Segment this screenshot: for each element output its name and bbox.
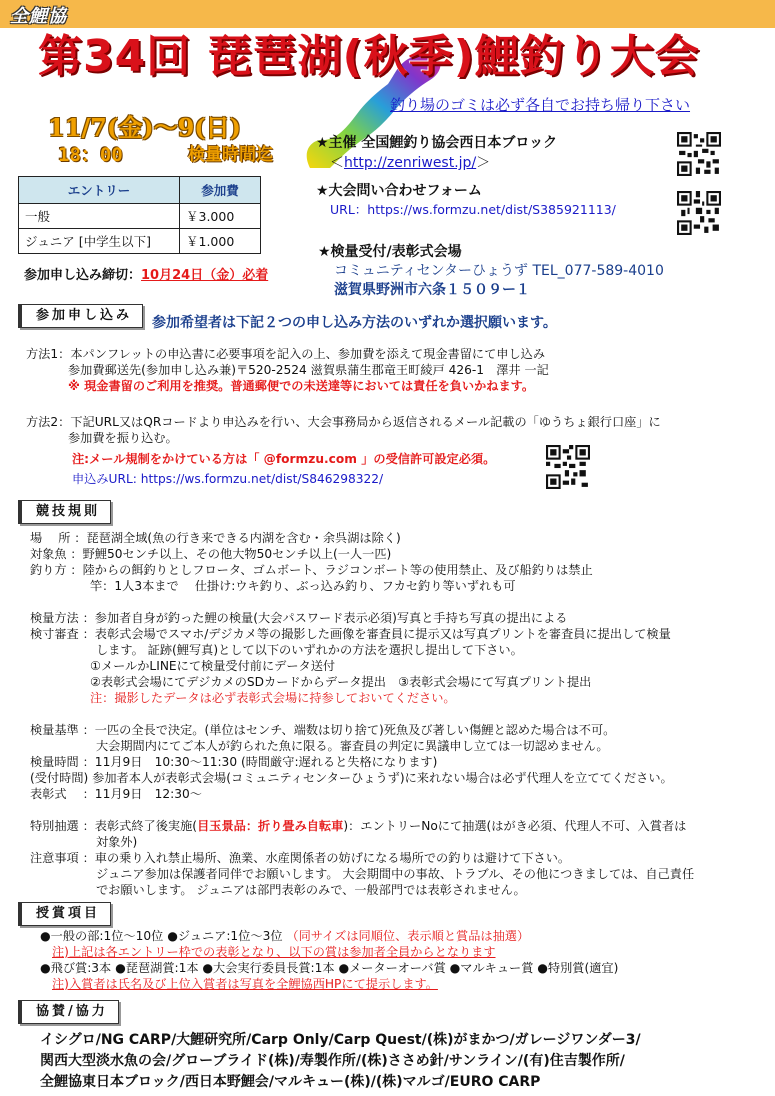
section-awards: 授賞項目	[18, 902, 111, 926]
rule-option-2: ②表彰式会場にてデジカメのSDカードからデータ提出 ③表彰式会場にて写真プリント提出	[90, 675, 592, 689]
host-url-link[interactable]: http://zenriwest.jp/	[344, 155, 477, 171]
event-title: 第34回 琵琶湖(秋季)鯉釣り大会	[38, 31, 700, 82]
method1-line1: 方法1：本パンフレットの申込書に必要事項を記入の上、参加費を添えて現金書留にて申し込み	[26, 347, 546, 361]
fee-table	[18, 176, 261, 254]
rule-inspection-2: します。 証跡(鯉写真)として以下のいずれかの方法を選択し提出して下さい。	[96, 643, 523, 657]
host-url-open: ＜	[330, 155, 344, 171]
rule-lottery-b: )：エントリーNoにて抽選(はがき必須、代理人不可、入賞者は	[343, 819, 687, 833]
section-sponsors: 協賛/協力	[18, 1000, 119, 1024]
rule-rods: 竿：1人3本まで 仕掛け:ウキ釣り、ぶっ込み釣り、フカセ釣り等いずれも可	[90, 579, 516, 593]
rule-standard: 検量基準 ：一匹の全長で決定。(単位はセンチ、端数は切り捨て)死魚及び著しい傷鯉と認めた場合は不可。	[30, 723, 616, 737]
form-url[interactable]: URL：https://ws.formzu.net/dist/S385921113/	[330, 202, 616, 217]
deadline-label: 参加申し込み締切：	[24, 268, 142, 283]
rule-caution: 注意事項 ：車の乗り入れ禁止場所、漁業、水産関係者の妨げになる場所での釣りは避けて下さい。	[30, 851, 571, 865]
rule-place: 場 所 ：琵琶湖全域(魚の行き来できる内湖を含む・余呉湖は除く)	[30, 531, 401, 545]
awards-ranks: ●一般の部:1位〜10位 ●ジュニア:1位〜3位	[40, 929, 283, 943]
fee-price-general: ￥3.000	[180, 204, 261, 229]
host-label: ★主催 全国鯉釣り協会西日本ブロック	[316, 135, 558, 151]
rule-caution-3: でお願いします。 ジュニアは部門表彰のみで、一般部門では表彰されません。	[96, 883, 526, 897]
awards-line4: 注)入賞者は氏名及び上位入賞者は写真を全鯉協西HPにて提示します。	[52, 977, 438, 991]
fee-price-junior: ￥1.000	[180, 229, 261, 254]
weigh-until: 検量時間迄	[188, 145, 273, 165]
venue-line2: 滋賀県野洲市六条１５０９ー１	[334, 282, 530, 298]
qr-code-icon[interactable]	[677, 191, 721, 235]
rule-caution-2: ジュニア参加は保護者同伴でお願いします。 大会期間中の事故、トラブル、その他につきましては、自己責任	[96, 867, 695, 881]
rule-lottery-prize: 目玉景品：折り畳み自転車	[197, 819, 344, 833]
trash-notice: 釣り場のゴミは必ず各自でお持ち帰り下さい	[390, 96, 691, 114]
rule-lottery-a: 特別抽選 ：表彰式終了後実施(	[30, 819, 198, 833]
method1-line3: ※ 現金書留のご利用を推奨。普通郵便での未送達等においては責任を負いかねます。	[68, 379, 535, 393]
fee-header-entry: エントリー	[19, 177, 180, 204]
rule-option-1: ①メールかLINEにて検量受付前にデータ送付	[90, 659, 336, 673]
form-label: ★大会問い合わせフォーム	[316, 183, 482, 199]
section-apply: 参加申し込み	[18, 304, 143, 328]
sponsor-line: 関西大型淡水魚の会/グローブライド(株)/寿製作所/(株)ささめ針/サンライン/(有)住吉製作所/	[40, 1053, 625, 1069]
rule-target: 対象魚 ：野鯉50センチ以上、その他大物50センチ以上(一人一匹)	[30, 547, 392, 561]
rule-method: 釣り方 ：陸からの餌釣りとしフロータ、ゴムボート、ラジコンボート等の使用禁止、及び船釣りは禁止	[30, 563, 593, 577]
awards-ranks-note: （同サイズは同順位、表示順と賞品は抽選）	[286, 929, 530, 943]
rule-standard-2: 大会期間内にてご本人が釣られた魚に限る。審査員の判定に異議申し立ては一切認めません。	[96, 739, 609, 753]
start-time: 18：00	[58, 144, 123, 166]
table-row	[19, 229, 261, 254]
deadline-date: 10月24日（金）必着	[141, 268, 269, 283]
section-rules: 競技規則	[18, 500, 111, 524]
rule-ceremony: 表彰式 ：11月9日 12:30〜	[30, 787, 202, 801]
awards-line3: ●飛び賞:3本 ●琵琶湖賞:1本 ●大会実行委員長賞:1本 ●メーターオーバ賞 ●マルキュー賞 ●特別賞(適宜)	[40, 961, 619, 975]
apply-note: 参加希望者は下記２つの申し込み方法のいずれか選択願います。	[152, 315, 557, 331]
fee-entry-junior: ジュニア [中学生以下]	[19, 229, 180, 254]
rule-inspection: 検寸審査 ：表彰式会場でスマホ/デジカメ等の撮影した画像を審査員に提示又は写真プリントを審査員に提出して検量	[30, 627, 671, 641]
rule-note: 注：撮影したデータは必ず表彰式会場に持参しておいてください。	[90, 691, 456, 705]
rule-weigh-time: 検量時間 ：11月9日 10:30〜11:30 (時間厳守:遅れると失格になります)	[30, 755, 438, 769]
table-row	[19, 204, 261, 229]
qr-code-icon[interactable]	[546, 445, 590, 489]
sponsor-line: イシグロ/NG CARP/大鯉研究所/Carp Only/Carp Quest/(株)がまかつ/ガレージワンダー3/	[40, 1032, 641, 1048]
method2-line1: 方法2：下記URL又はQRコードより申込みを行い、大会事務局から返信されるメール記載の「ゆうちょ銀行口座」に	[26, 415, 661, 429]
rule-weigh-method: 検量方法 ：参加者自身が釣った鯉の検量(大会パスワード表示必須)写真と手持ち写真の提出による	[30, 611, 568, 625]
awards-line1	[40, 928, 529, 944]
venue-label: ★検量受付/表彰式会場	[318, 244, 462, 260]
deadline	[24, 264, 268, 283]
method1-line2: 参加費郵送先(参加申し込み兼)〒520-2524 滋賀県蒲生郡竜王町綾戸 426-1 澤井 一記	[68, 363, 549, 377]
venue-line1: コミュニティセンターひょうず TEL_077-589-4010	[334, 263, 664, 279]
rule-lottery	[30, 818, 686, 834]
rule-lottery-2: 対象外)	[96, 835, 138, 849]
qr-code-icon[interactable]	[677, 132, 721, 176]
host-url-close: ＞	[476, 155, 491, 171]
host-link-line	[330, 152, 490, 172]
fee-header-price: 参加費	[180, 177, 261, 204]
sponsor-list	[40, 1030, 641, 1093]
org-logo: 全鯉協	[10, 6, 67, 27]
awards-line2: 注)上記は各エントリー枠での表彰となり、以下の賞は参加者全員からとなります	[52, 945, 496, 959]
fee-entry-general: 一般	[19, 204, 180, 229]
method2-line3: 注:メール規制をかけている方は「 @formzu.com 」の受信許可設定必須。	[72, 452, 496, 466]
rule-reception: (受付時間) 参加者本人が表彰式会場(コミュニティセンターひょうず)に来れない場合は必ず代理人を立ててください。	[30, 771, 673, 785]
event-dates: 11/7(金)〜9(日)	[48, 113, 241, 142]
method2-url[interactable]: 申込みURL: https://ws.formzu.net/dist/S846298322/	[72, 472, 384, 486]
method2-line2: 参加費を振り込む。	[68, 431, 178, 445]
sponsor-line: 全鯉協東日本ブロック/西日本野鯉会/マルキュー(株)/(株)マルゴ/EURO CARP	[40, 1074, 541, 1090]
